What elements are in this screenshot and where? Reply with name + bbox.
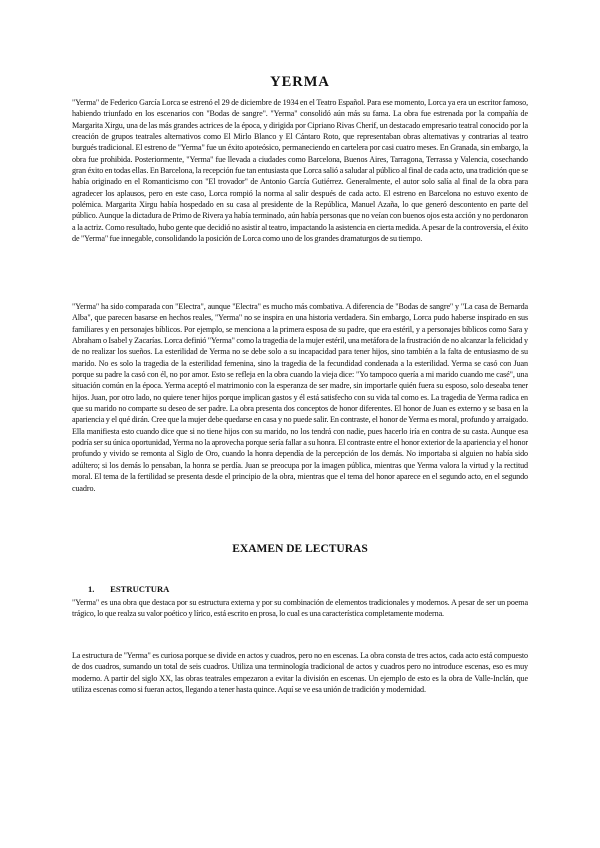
intro-paragraph-2 <box>72 301 528 494</box>
paragraph-text: "Yerma" ha sido comparada con "Electra", aunque "Electra" es mucho más combativa. A diferencia de "Bodas de sangre" y "La casa de Bernarda Alba", que parecen basarse en hechos reales, "Yerma" no se inspira en una historia verdadera. Sin embargo, Lorca pudo haberse inspirado en sus familiares y en personajes bíblicos. Por ejemplo, se menciona a la primera esposa de su padre, que era estéril, y a personajes bíblicos como Sara y Abraham o Isabel y Zacarías. Lorca definió "Yerma" como la tragedia de la mujer estéril, una metáfora de la frustración de no alcanzar la felicidad y de no realizar los sueños. La esterilidad de Yerma no se debe solo a su incapacidad para tener hijos, sino también a la falta de entusiasmo de su marido. No es solo la tragedia de la esterilidad femenina, sino la tragedia de la fecundidad condenada a la esterilidad. Yerma se casó con Juan porque su padre la casó con él, no por amor. Esto se refleja en la obra cuando la vieja dice: "Yo tampoco quería a mi marido cuando me casé", una situación común en la época. Yerma aceptó el matrimonio con la esperanza de ser madre, sin importarle quién fuera su esposo, solo deseaba tener hijos. Juan, por otro lado, no quiere tener hijos porque implican gastos y él está satisfecho con su vida tal como es. La tragedia de Yerma radica en que su marido no comparte su deseo de ser padre. La obra presenta dos conceptos de honor diferentes. El honor de Juan es externo y se basa en la apariencia y el qué dirán. Cree que la mujer debe quedarse en casa y no puede salir. En contraste, el honor de Yerma es moral, profundo y arraigado. Ella manifiesta esto cuando dice que si no tiene hijos con su marido, no los tendrá con nadie, pues hacerlo iría en contra de su casta. Aunque esa podría ser su única oportunidad, Yerma no la aprovecha porque sería fallar a su honra. El contraste entre el honor exterior de la apariencia y el honor profundo y vivido se remonta al Siglo de Oro, cuando la honra dependía de la percepción de los demás. No importaba si alguien no había sido adúltero; si los demás lo pensaban, la honra se perdía. Juan se preocupa por la imagen pública, mientras que Yerma valora la virtud y la rectitud moral. El tema de la fertilidad se presenta desde el principio de la obra, mientras que el tema del honor aparece en el segundo acto, en el segundo cuadro. <box>72 302 528 493</box>
paragraph-text: "Yerma" es una obra que destaca por su estructura externa y por su combinación de elementos tradicionales y modernos. A pesar de ser un poema trágico, lo que realza su valor poético y lírico, está escrito en prosa, lo cual es una característica completamente moderna. <box>72 598 528 619</box>
section-title: EXAMEN DE LECTURAS <box>232 543 368 555</box>
document-title: YERMA <box>270 74 330 90</box>
subsection-title: ESTRUCTURA <box>110 584 170 594</box>
intro-paragraph-1 <box>72 97 528 244</box>
subsection-number: 1. <box>88 584 95 594</box>
paragraph-text: La estructura de "Yerma" es curiosa porque se divide en actos y cuadros, pero no en escenas. La obra consta de tres actos, cada acto está compuesto de dos cuadros, sumando un total de seis cuadros. Utiliza una terminología tradicional de actos y cuadros pero no introduce escenas, eso es muy moderno. A partir del siglo XX, las obras teatrales empezaron a evitar la división en escenas. Un ejemplo de esto es la obra de Valle-Inclán, que utiliza escenas como si fueran actos, llegando a tener hasta quince. Aquí se ve esa unión de tradición y modernidad. <box>72 651 528 695</box>
subsection-heading <box>88 584 169 594</box>
paragraph-text: "Yerma" de Federico García Lorca se estrenó el 29 de diciembre de 1934 en el Teatro Español. Para ese momento, Lorca ya era un escritor famoso, habiendo triunfado en los escenarios con "Bodas de sangre". "Yerma" consolidó aún más su fama. La obra fue estrenada por la compañía de Margarita Xirgu, una de las más grandes actrices de la época, y dirigida por Cipriano Rivas Cherif, un destacado empresario teatral conocido por la creación de grupos teatrales alternativos como El Mirlo Blanco y El Cántaro Roto, que representaban obras alternativas y contrarias al teatro burgués tradicional. El estreno de "Yerma" fue un éxito apoteósico, permaneciendo en cartelera por casi cuatro meses. En Granada, sin embargo, la obra fue prohibida. Posteriormente, "Yerma" fue llevada a ciudades como Barcelona, Buenos Aires, Tarragona, Terrassa y Valencia, cosechando gran éxito en todas ellas. En Barcelona, la recepción fue tan entusiasta que Lorca salió a saludar al público al final de cada acto, una tradición que se había originado en el Romanticismo con "El trovador" de Antonio García Gutiérrez. Generalmente, el autor solo salía al final de la obra para agradecer los aplausos, pero en este caso, Lorca rompió la norma al salir después de cada acto. El estreno en Barcelona no estuvo exento de polémica. Margarita Xirgu había hospedado en su casa al presidente de la República, Manuel Azaña, lo que generó descontento en parte del público. Aunque la dictadura de Primo de Rivera ya había terminado, aún había personas que no veían con buenos ojos esta acción y no perdonaron a la actriz. Como resultado, hubo gente que decidió no asistir al teatro, impactando la asistencia en cierta medida. A pesar de la controversia, el éxito de "Yerma" fue innegable, consolidando la posición de Lorca como uno de los grandes dramaturgos de su tiempo. <box>72 98 528 244</box>
structure-paragraph-2 <box>72 650 528 695</box>
structure-paragraph-1 <box>72 597 528 620</box>
